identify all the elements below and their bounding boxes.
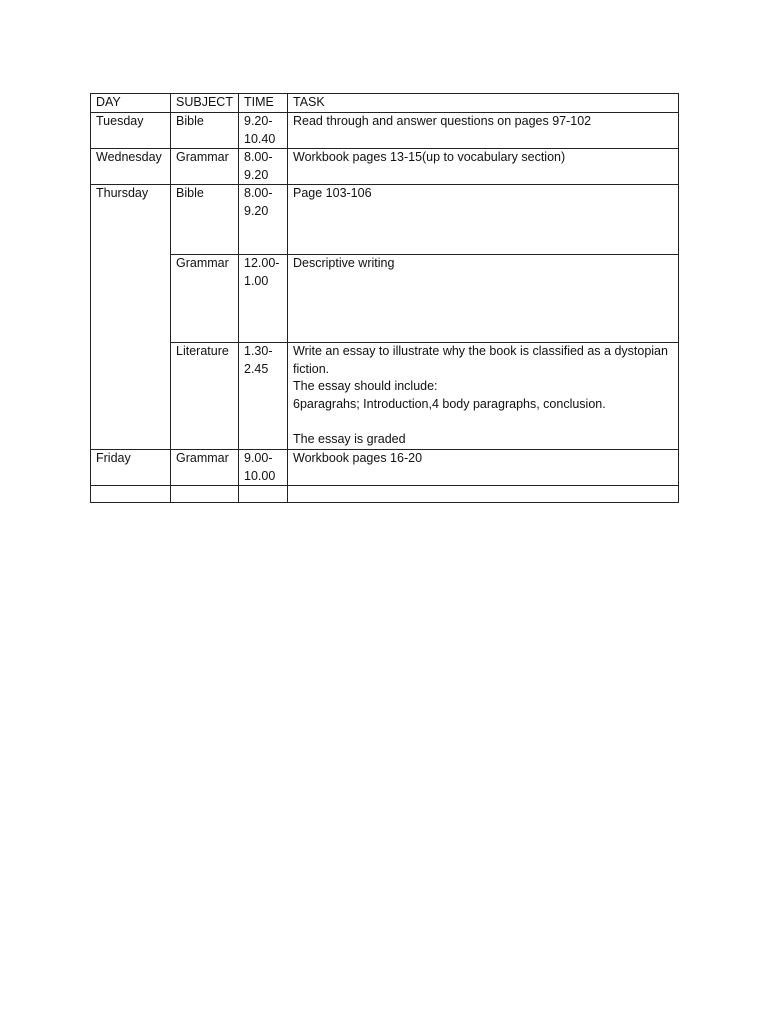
cell-time: 9.20-10.40 — [239, 113, 288, 149]
table-row — [91, 255, 679, 343]
header-subject: SUBJECT — [171, 94, 239, 113]
cell-subject: Grammar — [171, 255, 239, 343]
cell-subject: Literature — [171, 343, 239, 450]
cell-day: Thursday — [91, 185, 171, 450]
cell-subject: Bible — [171, 185, 239, 255]
table-header-row — [91, 94, 679, 113]
cell-subject: Grammar — [171, 149, 239, 185]
cell-task: Write an essay to illustrate why the book is classified as a dystopian fiction. The essay should include: 6paragrahs; Introduction,4 body paragraphs, conclusion. The essay is graded — [288, 343, 679, 450]
header-time: TIME — [239, 94, 288, 113]
header-task: TASK — [288, 94, 679, 113]
cell-task — [288, 486, 679, 503]
cell-day: Wednesday — [91, 149, 171, 185]
cell-time: 9.00-10.00 — [239, 450, 288, 486]
cell-task: Descriptive writing — [288, 255, 679, 343]
table-row — [91, 149, 679, 185]
table-row — [91, 343, 679, 450]
table-row — [91, 113, 679, 149]
cell-subject: Grammar — [171, 450, 239, 486]
cell-time: 8.00-9.20 — [239, 185, 288, 255]
cell-time: 1.30-2.45 — [239, 343, 288, 450]
header-day: DAY — [91, 94, 171, 113]
table-row-empty — [91, 486, 679, 503]
cell-task: Page 103-106 — [288, 185, 679, 255]
cell-time: 8.00-9.20 — [239, 149, 288, 185]
cell-task: Workbook pages 13-15(up to vocabulary section) — [288, 149, 679, 185]
cell-subject — [171, 486, 239, 503]
table-row — [91, 185, 679, 255]
table-row — [91, 450, 679, 486]
cell-day: Friday — [91, 450, 171, 486]
schedule-table — [90, 93, 679, 503]
cell-subject: Bible — [171, 113, 239, 149]
cell-day — [91, 486, 171, 503]
cell-time: 12.00-1.00 — [239, 255, 288, 343]
cell-day: Tuesday — [91, 113, 171, 149]
cell-task: Read through and answer questions on pages 97-102 — [288, 113, 679, 149]
cell-task: Workbook pages 16-20 — [288, 450, 679, 486]
cell-time — [239, 486, 288, 503]
